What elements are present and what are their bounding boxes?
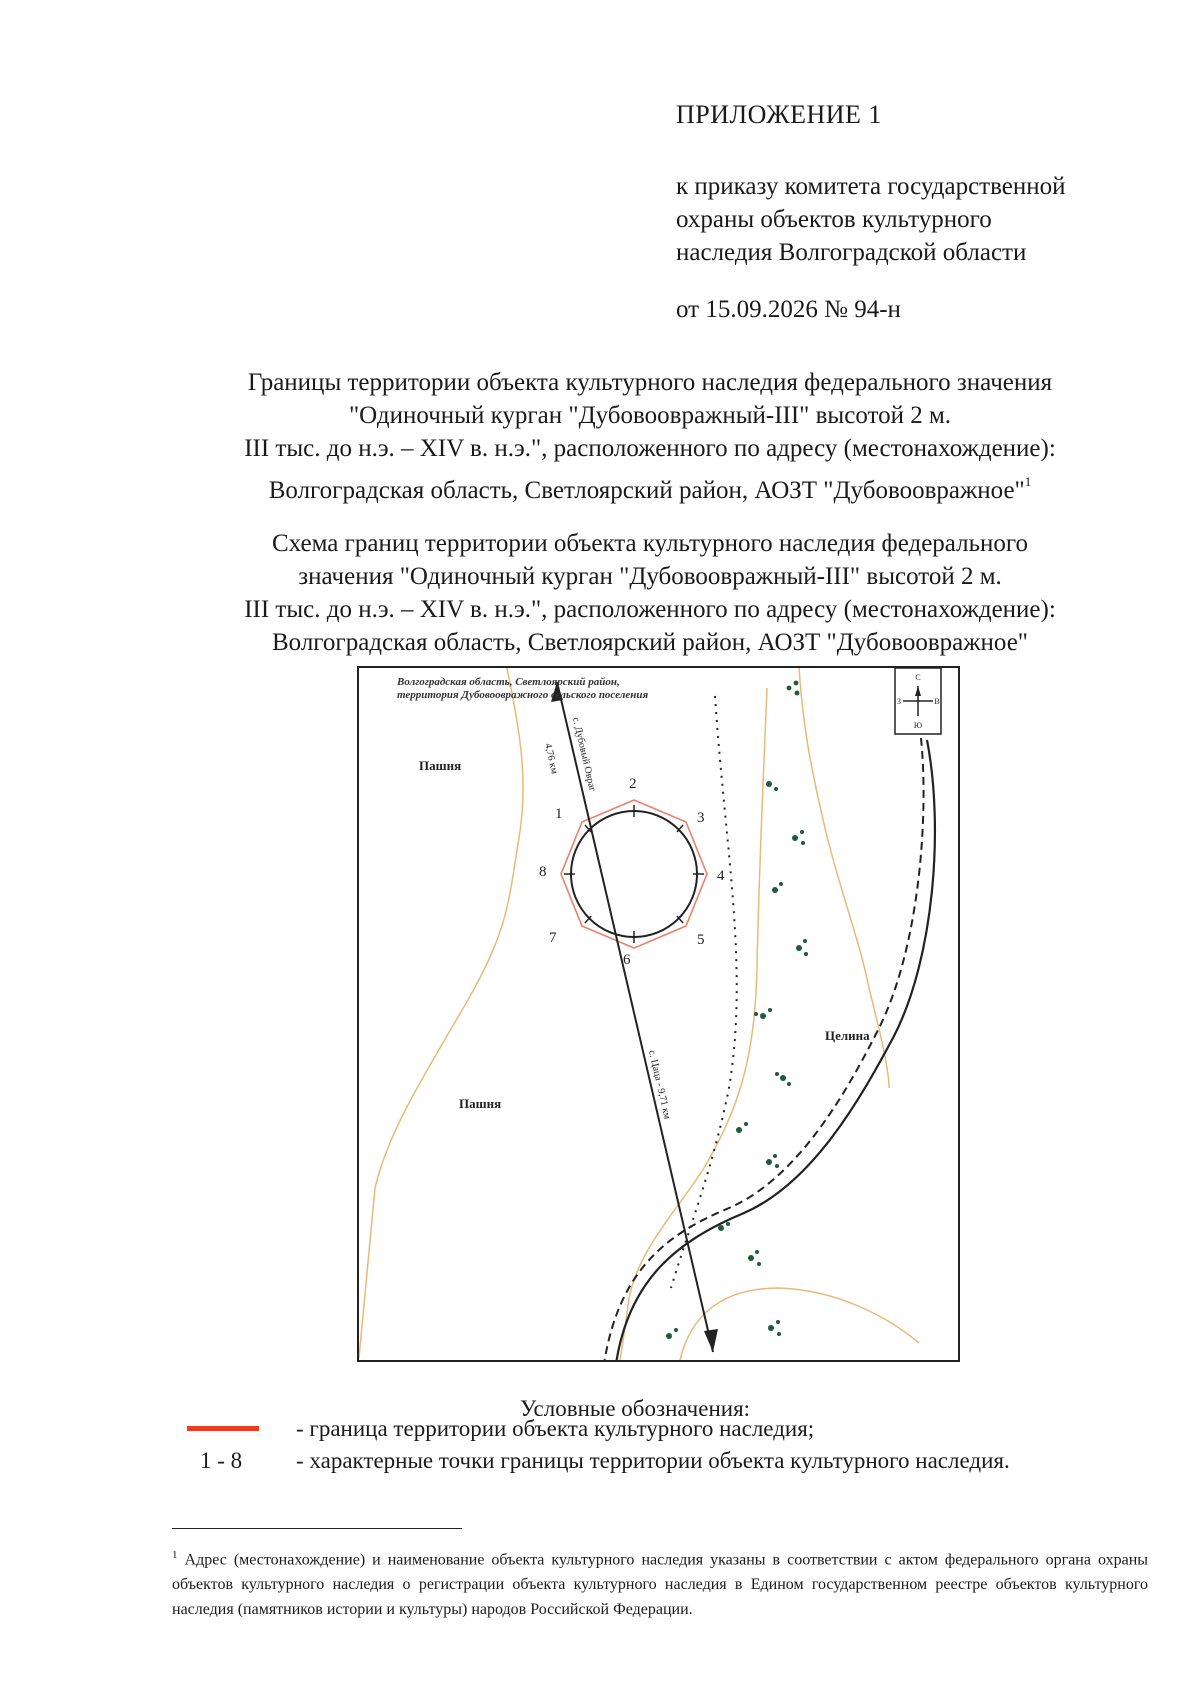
field-edge-south xyxy=(679,1288,919,1362)
boundary-scheme-map xyxy=(357,666,960,1362)
order-ref-line: охраны объектов культурного xyxy=(676,206,992,233)
field-edge-east xyxy=(799,668,889,1088)
tree-cluster xyxy=(772,882,783,893)
point-label-2: 2 xyxy=(629,776,637,792)
compass xyxy=(895,668,941,734)
legend-boundary-desc: - граница территории объекта культурного наследия; xyxy=(296,1416,815,1441)
heading-line: Схема границ территории объекта культурного наследия федерального xyxy=(271,530,1029,557)
legend-boundary-swatch xyxy=(187,1426,259,1431)
order-ref-line: наследия Волгоградской области xyxy=(676,239,1027,266)
tree-cluster xyxy=(787,681,800,696)
north-direction-label: с. Дубовый Овраг xyxy=(570,716,598,793)
map-canvas xyxy=(359,668,960,1362)
order-date: от 15.09.2026 № 94-н xyxy=(676,296,901,323)
boundary-octagon xyxy=(561,800,707,948)
point-label-6: 6 xyxy=(623,952,631,968)
compass-w-label: З xyxy=(896,697,902,706)
north-distance-label: 4,76 км xyxy=(542,742,560,776)
compass-s-label: Ю xyxy=(913,721,923,730)
south-direction-label: с. Цаца - 9,71 км xyxy=(646,1049,673,1121)
tree-cluster xyxy=(766,781,778,791)
point-label-3: 3 xyxy=(697,810,705,826)
point-label-7: 7 xyxy=(549,930,557,946)
heading-line: III тыс. до н.э. – XIV в. н.э.", расположенного по адресу (местонахождение): xyxy=(244,596,1056,623)
map-caption-line: территория Дубовоовражного сельского поселения xyxy=(397,689,649,701)
legend-points-symbol: 1 - 8 xyxy=(200,1448,243,1473)
field-edge-road xyxy=(619,688,767,1362)
heading-line: Границы территории объекта культурного наследия федерального значения xyxy=(247,369,1053,396)
footnote-rule xyxy=(172,1528,462,1529)
tree-cluster xyxy=(775,1072,791,1086)
tree-cluster xyxy=(766,1154,779,1168)
boundary-polygon xyxy=(561,800,707,948)
tree-cluster xyxy=(768,1320,781,1336)
tree-cluster xyxy=(754,1008,772,1019)
point-label-1: 1 xyxy=(555,806,563,822)
tree-cluster xyxy=(748,1250,761,1266)
tree-cluster xyxy=(796,939,808,956)
heading-line: значения "Одиночный курган "Дубовоовражный-III" высотой 2 м. xyxy=(298,563,1002,590)
order-ref-line: к приказу комитета государственной xyxy=(676,173,1066,200)
footnote xyxy=(172,1543,1148,1622)
footnote-mark[interactable]: 1 xyxy=(1024,474,1032,489)
direction-labels xyxy=(542,716,673,1121)
field-label-north: Пашня xyxy=(419,758,462,773)
virgin-land-label: Целина xyxy=(825,1028,870,1043)
mound-ticks xyxy=(564,805,704,943)
point-label-8: 8 xyxy=(539,864,547,880)
heading-line: III тыс. до н.э. – XIV в. н.э.", расположенного по адресу (местонахождение): xyxy=(244,435,1056,462)
point-label-4: 4 xyxy=(717,868,725,884)
map-caption xyxy=(397,676,648,702)
order-reference xyxy=(676,170,1066,269)
footnote-number: 1 xyxy=(172,1549,178,1561)
field-label-south: Пашня xyxy=(459,1096,502,1111)
appendix-title: ПРИЛОЖЕНИЕ 1 xyxy=(676,100,882,129)
heading-line: "Одиночный курган "Дубовоовражный-III" высотой 2 м. xyxy=(348,402,952,429)
tree-cluster xyxy=(666,1328,678,1339)
heading-line-text: Волгоградская область, Светлоярский район, АОЗТ "Дубовоовражное" xyxy=(268,477,1025,504)
heading-line xyxy=(150,465,1150,507)
road-solid xyxy=(616,740,935,1362)
heading-line: Волгоградская область, Светлоярский район, АОЗТ "Дубовоовражное" xyxy=(271,629,1028,656)
point-label-5: 5 xyxy=(697,932,705,948)
compass-e-label: В xyxy=(934,697,940,706)
dotted-track xyxy=(671,696,737,1288)
footnote-text: Адрес (местонахождение) и наименование объекта культурного наследия указаны в соответствии с актом федерального органа охраны объектов культурного наследия о регистрации объекта культурного наследия в Едином государственном реестре объектов культурного наследия (памятников истории и культуры) народов Российской Федерации. xyxy=(172,1551,1148,1619)
legend-title: Условные обозначения: xyxy=(520,1396,751,1421)
compass-n-label: С xyxy=(915,673,921,682)
tree-cluster xyxy=(736,1122,748,1133)
scheme-heading xyxy=(150,527,1150,659)
tree-cluster xyxy=(792,830,805,845)
arrow-head-south xyxy=(704,1329,718,1352)
map-caption-line: Волгоградская область, Светлоярский район, xyxy=(397,676,620,688)
boundaries-heading xyxy=(150,366,1150,507)
legend-points-desc: - характерные точки границы территории объекта культурного наследия. xyxy=(296,1448,1010,1473)
